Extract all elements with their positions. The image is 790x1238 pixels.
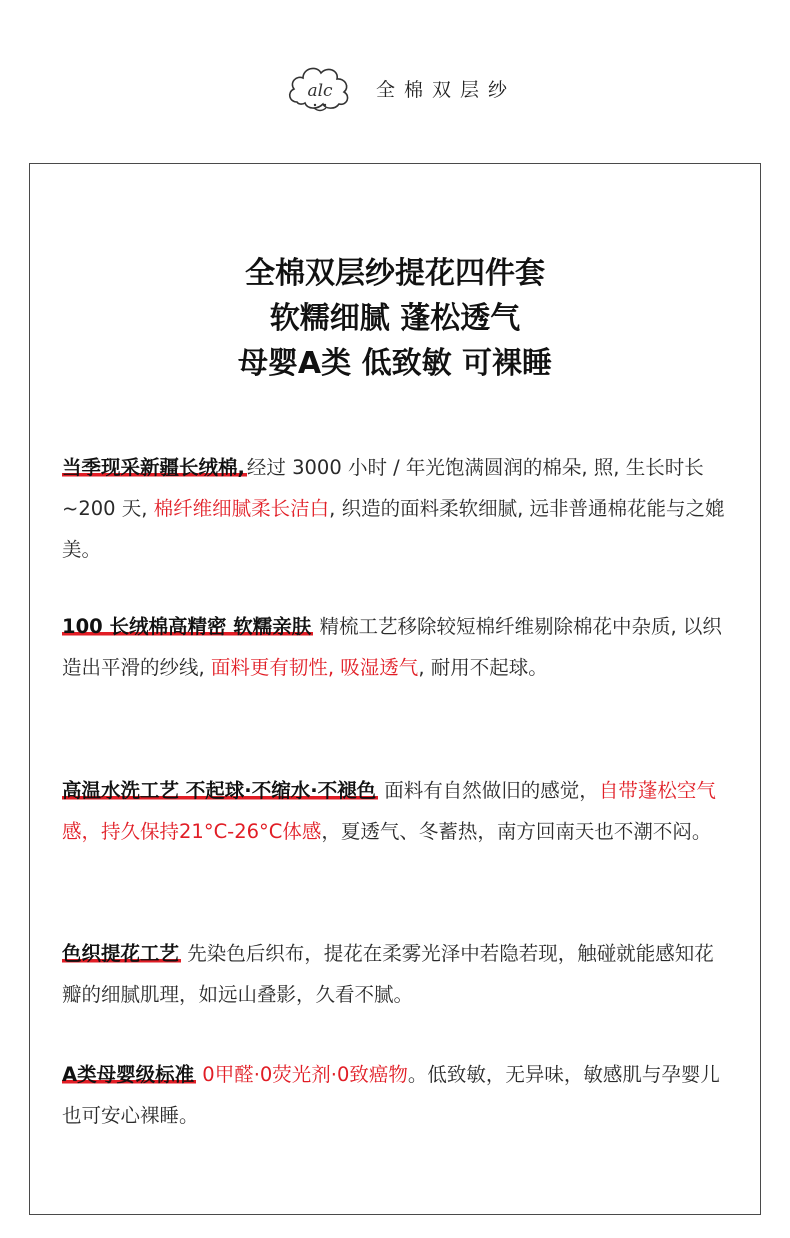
- headline: [0, 251, 790, 386]
- section-cotton-source: [62, 447, 730, 570]
- section-highlight: 当季现采新疆长绒棉,: [62, 456, 245, 479]
- section-red-text: 自带蓬松空气感，持久保持21°C-26°C体感: [62, 779, 716, 843]
- section-red-text: 面料更有韧性, 吸湿透气: [210, 656, 419, 679]
- section-text: 先染色后织布，提花在柔雾光泽中若隐若现，触碰就能感知花瓣的细腻肌理，如远山叠影，久看不腻。: [62, 942, 714, 1006]
- section-highlight: 100 长绒棉高精密 软糯亲肤: [62, 615, 312, 638]
- section-red-text: 棉纤维细腻柔长洁白: [153, 497, 330, 520]
- cloud-logo: [283, 58, 357, 120]
- section-text: , 织造的面料柔软细腻, 远非普通棉花能与之媲美。: [62, 497, 725, 561]
- section-text: 经过 3000 小时 / 年光饱满圆润的棉朵, 照, 生长时长 ~200 天,: [62, 456, 704, 520]
- section-highlight: A类母婴级标准: [62, 1063, 195, 1086]
- brand-header: [0, 58, 790, 122]
- section-text: 面料有自然做旧的感觉，: [378, 779, 599, 802]
- section-long-staple: [62, 606, 730, 688]
- section-red-text: 0甲醛·0荧光剂·0致癌物: [202, 1063, 408, 1086]
- section-text: , 耐用不起球。: [418, 656, 548, 679]
- section-text: 。低致敏，无异味，敏感肌与孕婴儿也可安心裸睡。: [62, 1063, 720, 1127]
- headline-line-2: 软糯细腻 蓬松透气: [269, 301, 521, 336]
- section-text: 精梳工艺移除较短棉纤维剔除棉花中杂质, 以织造出平滑的纱线,: [62, 615, 722, 679]
- brand-title: 全棉双层纱: [376, 79, 517, 101]
- headline-line-3: 母婴A类 低致敏 可裸睡: [237, 346, 553, 381]
- logo-text: alc: [307, 81, 333, 101]
- section-highlight: 高温水洗工艺 不起球·不缩水·不褪色: [62, 779, 377, 802]
- section-safety-standard: [62, 1054, 730, 1136]
- section-washing: [62, 770, 730, 852]
- section-highlight: 色织提花工艺: [62, 942, 180, 965]
- section-text: ，夏透气、冬蓄热，南方回南天也不潮不闷。: [321, 820, 712, 843]
- headline-line-1: 全棉双层纱提花四件套: [245, 256, 545, 291]
- cloud-logo-icon: [283, 58, 357, 120]
- section-jacquard: [62, 933, 730, 1015]
